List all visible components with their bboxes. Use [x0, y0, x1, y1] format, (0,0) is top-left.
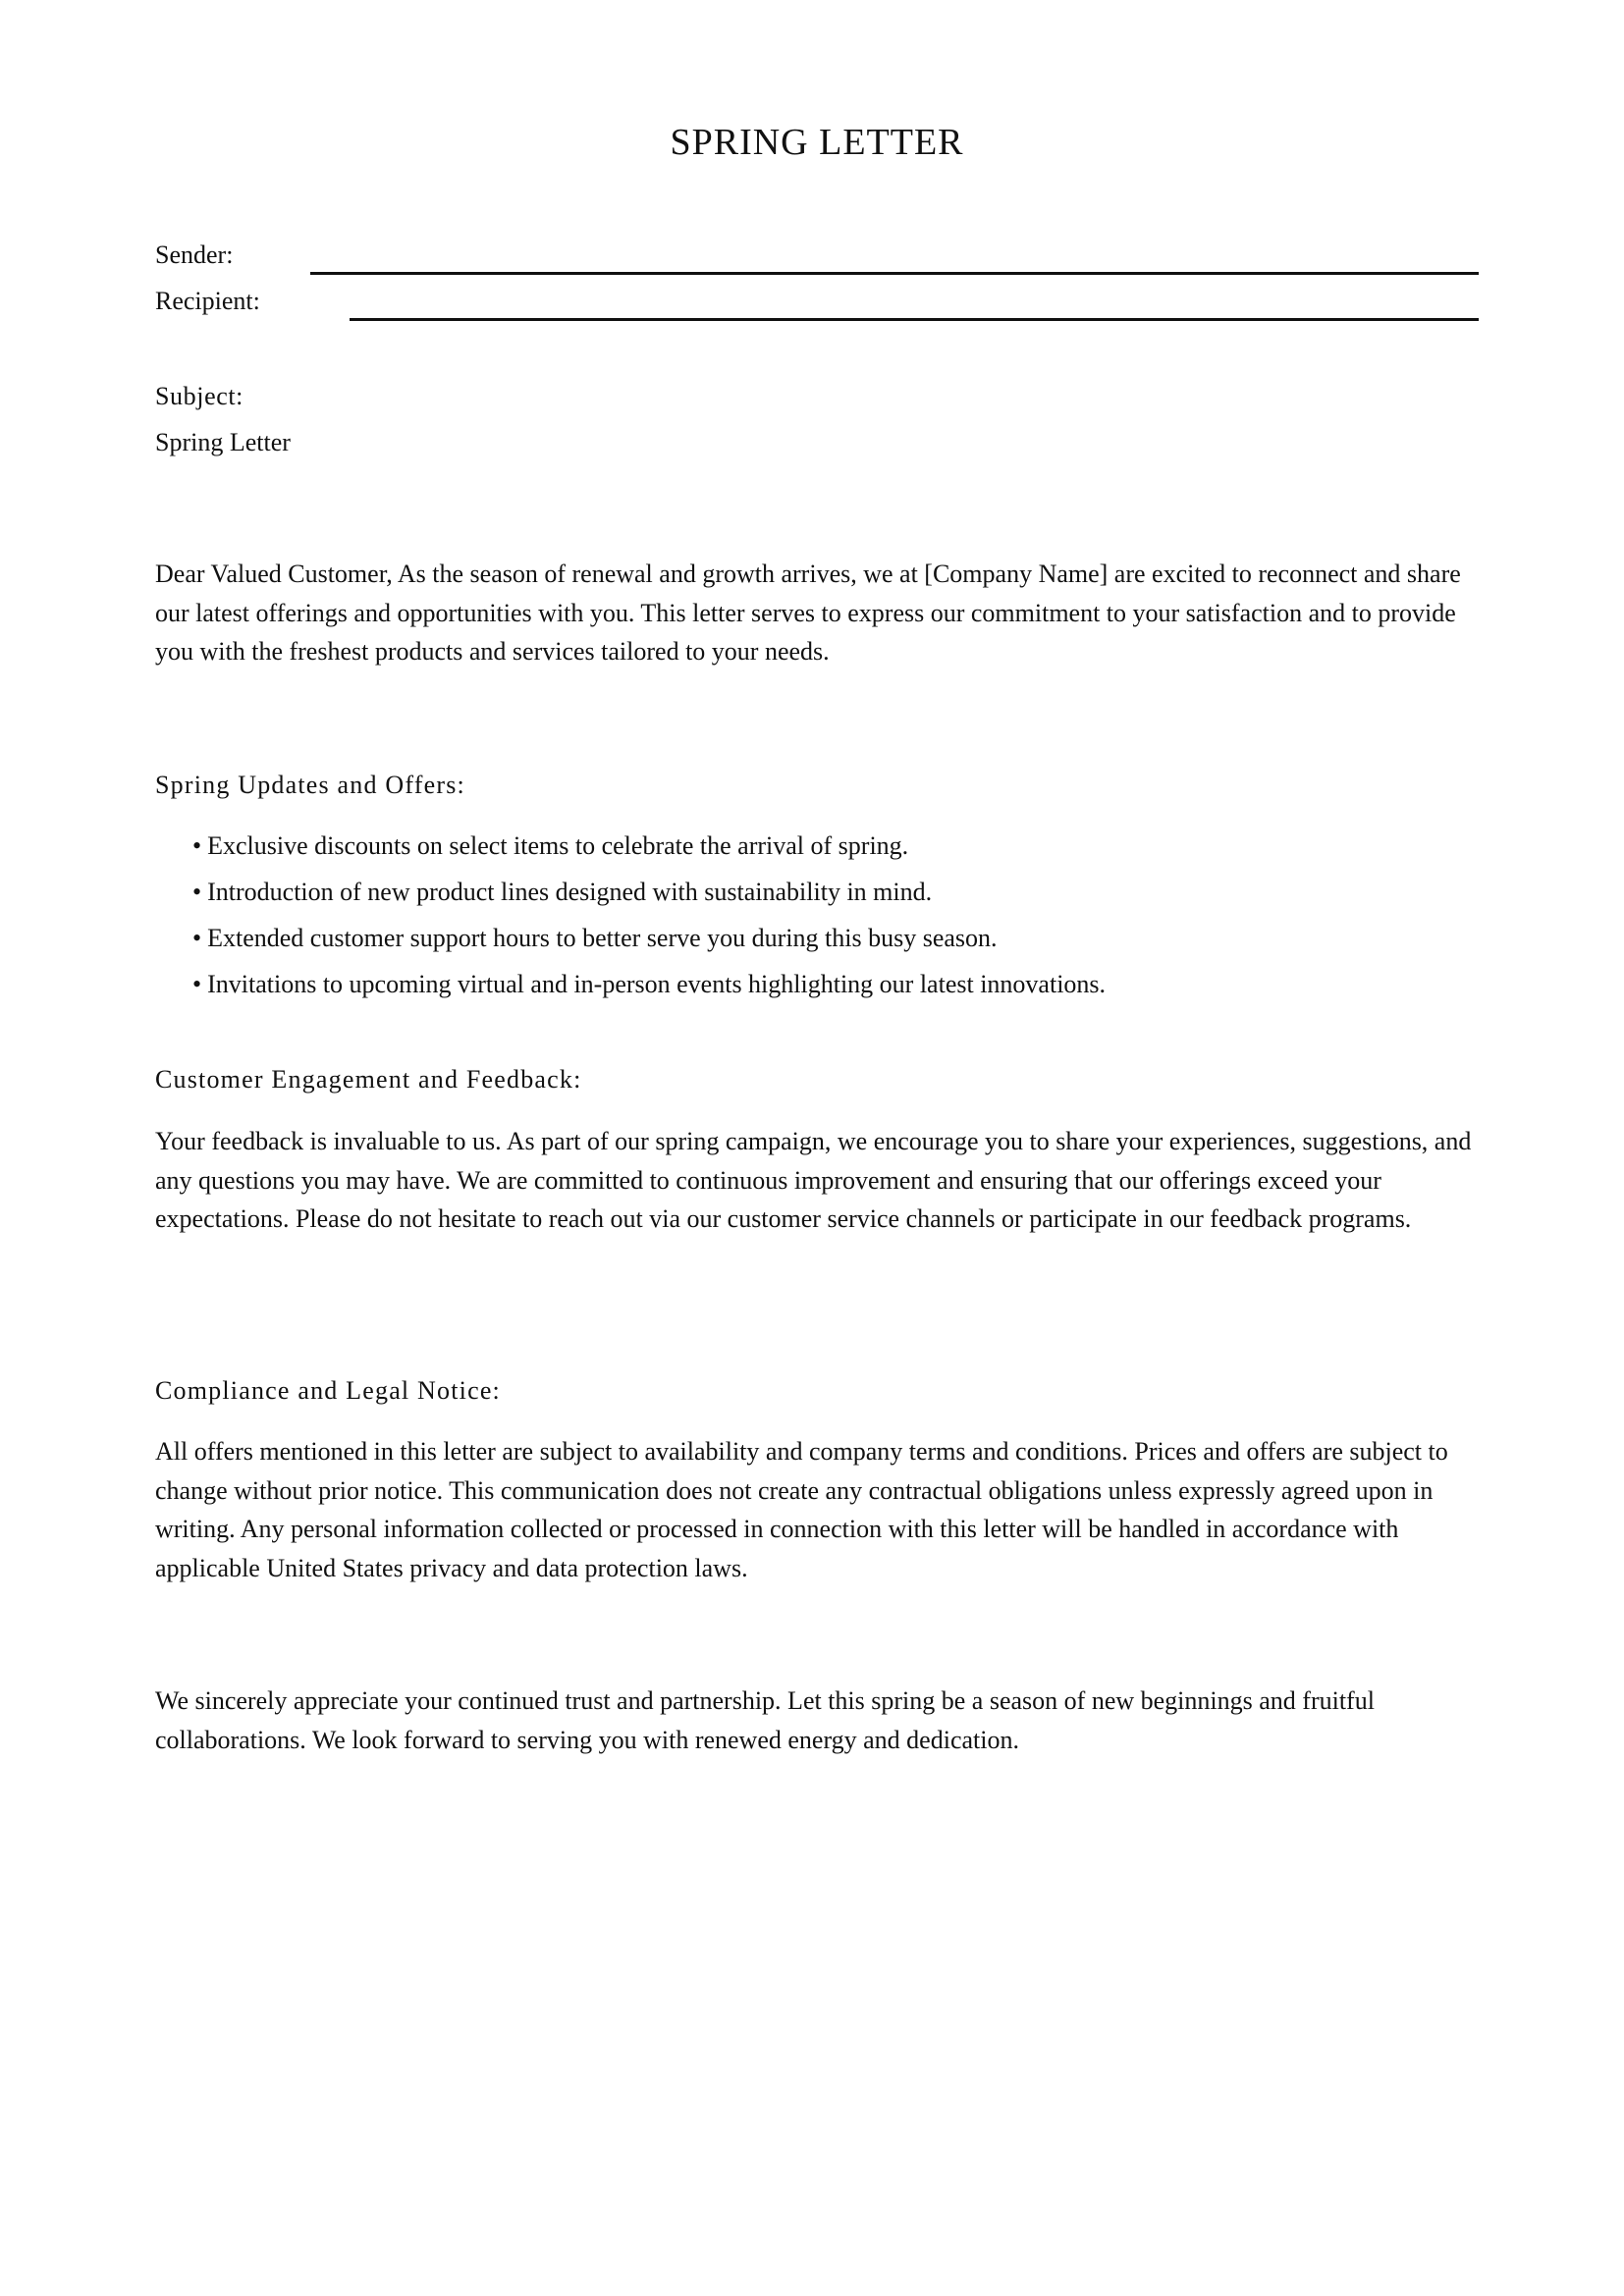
sender-blank-line[interactable]	[310, 272, 1479, 275]
closing-paragraph: We sincerely appreciate your continued trust and partnership. Let this spring be a season of new beginnings and fruitful collaborations. We look forward to serving you with renewed energy and dedication.	[155, 1686, 1375, 1754]
engagement-heading: Customer Engagement and Feedback:	[155, 1065, 582, 1094]
subject-value: Spring Letter	[155, 428, 291, 456]
legal-heading: Compliance and Legal Notice:	[155, 1376, 501, 1405]
bullet-marker: •	[192, 970, 202, 998]
list-item-text: Introduction of new product lines designed with sustainability in mind.	[207, 878, 933, 906]
recipient-label: Recipient:	[155, 287, 260, 315]
recipient-blank-line[interactable]	[350, 318, 1479, 321]
list-item	[192, 965, 1106, 1011]
bullet-marker: •	[192, 878, 202, 906]
list-item-text: Exclusive discounts on select items to celebrate the arrival of spring.	[207, 831, 909, 860]
list-item-text: Extended customer support hours to better serve you during this busy season.	[207, 924, 998, 952]
legal-paragraph: All offers mentioned in this letter are subject to availability and company terms and conditions. Prices and offers are subject to change without prior notice. This communication does not create any contractual obligations unless expressly agreed upon in writing. Any personal information collected or processed in connection with this letter will be handled in accordance with applicable United States privacy and data protection laws.	[155, 1437, 1448, 1582]
list-item	[192, 873, 1106, 919]
bullet-marker: •	[192, 924, 202, 952]
subject-label: Subject:	[155, 382, 244, 410]
list-item	[192, 919, 1106, 965]
sender-field	[155, 236, 1479, 275]
sender-label: Sender:	[155, 240, 234, 269]
intro-paragraph: Dear Valued Customer, As the season of renewal and growth arrives, we at [Company Name] are excited to reconnect and share our latest offerings and opportunities with you. This letter serves to express our commitment to your satisfaction and to provide you with the freshest products and services tailored to your needs.	[155, 560, 1461, 666]
updates-list	[192, 827, 1106, 1011]
recipient-field	[155, 282, 1479, 321]
bullet-marker: •	[192, 831, 202, 860]
list-item	[192, 827, 1106, 873]
engagement-paragraph: Your feedback is invaluable to us. As part of our spring campaign, we encourage you to share your experiences, suggestions, and any questions you may have. We are committed to continuous improvement and ensuring that our offerings exceed your expectations. Please do not hesitate to reach out via our customer service channels or participate in our feedback programs.	[155, 1127, 1472, 1233]
list-item-text: Invitations to upcoming virtual and in-person events highlighting our latest innovations.	[207, 970, 1107, 998]
document-title: SPRING LETTER	[670, 122, 964, 163]
updates-heading: Spring Updates and Offers:	[155, 771, 465, 799]
